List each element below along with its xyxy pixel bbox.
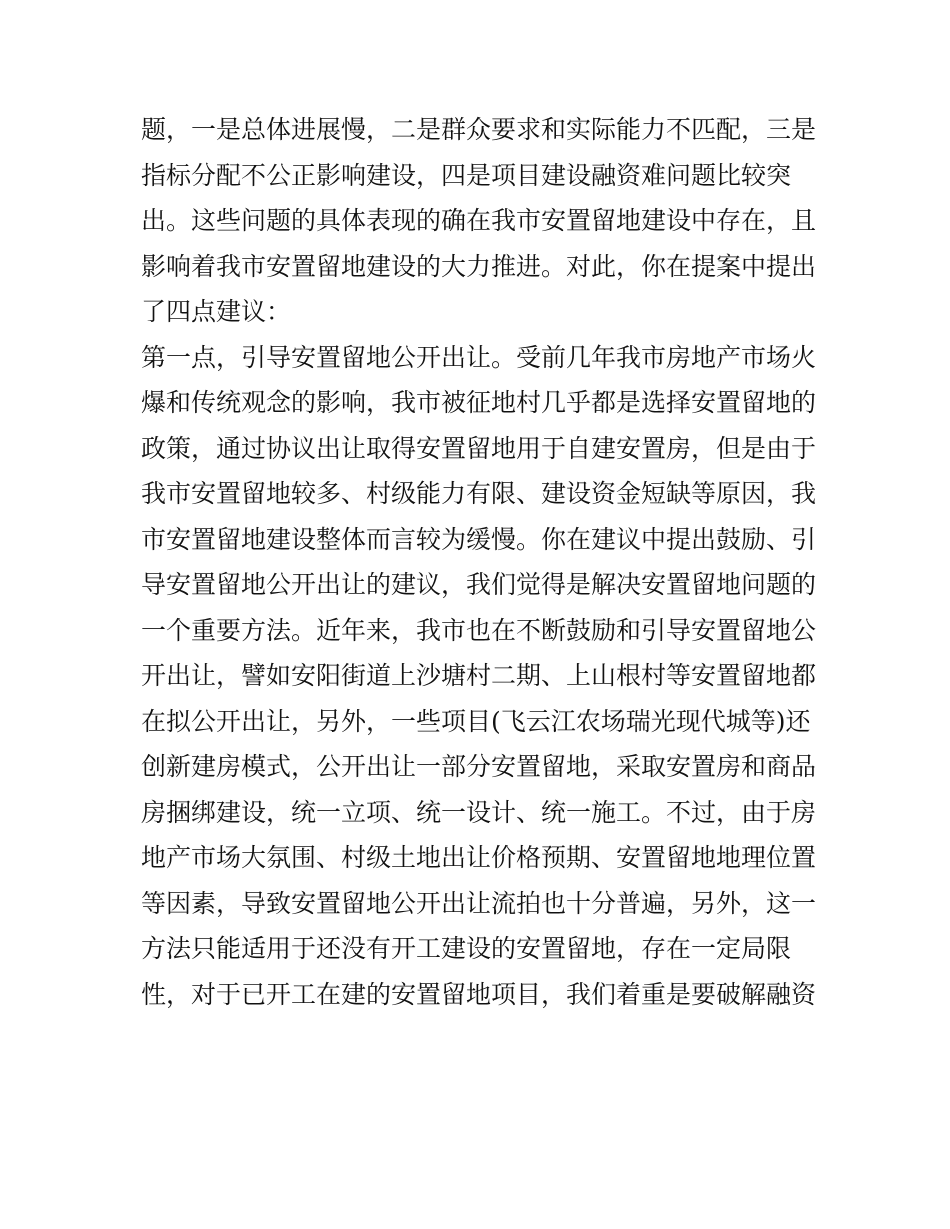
text-line: 爆和传统观念的影响，我市被征地村几乎都是选择安置留地的 — [141, 388, 817, 417]
text-line: 等因素，导致安置留地公开出让流拍也十分普遍，另外，这一 — [141, 888, 817, 918]
text-line: 第一点，引导安置留地公开出让。受前几年我市房地产市场火 — [141, 342, 817, 372]
text-line: 方法只能适用于还没有开工建设的安置留地，存在一定局限 — [141, 934, 792, 963]
text-line: 性，对于已开工在建的安置留地项目，我们着重是要破解融资 — [141, 979, 817, 1009]
text-line: 了四点建议： — [141, 297, 292, 326]
text-line: 房捆绑建设，统一立项、统一设计、统一施工。不过，由于房 — [141, 797, 817, 827]
text-line: 出。这些问题的具体表现的确在我市安置留地建设中存在，且 — [141, 206, 817, 235]
text-line: 影响着我市安置留地建设的大力推进。对此，你在提案中提出 — [141, 251, 817, 281]
text-line: 市安置留地建设整体而言较为缓慢。你在建议中提出鼓励、引 — [141, 524, 817, 554]
text-line: 地产市场大氛围、村级土地出让价格预期、安置留地地理位置 — [141, 843, 817, 872]
text-line: 导安置留地公开出让的建议，我们觉得是解决安置留地问题的 — [141, 570, 817, 599]
text-line: 一个重要方法。近年来，我市也在不断鼓励和引导安置留地公 — [141, 615, 817, 645]
text-line: 政策，通过协议出让取得安置留地用于自建安置房，但是由于 — [141, 433, 817, 463]
text-line: 创新建房模式，公开出让一部分安置留地，采取安置房和商品 — [141, 752, 817, 781]
text-line: 题，一是总体进展慢，二是群众要求和实际能力不匹配，三是 — [141, 115, 817, 144]
text-line: 开出让，譬如安阳街道上沙塘村二期、上山根村等安置留地都 — [141, 661, 817, 690]
text-line: 我市安置留地较多、村级能力有限、建设资金短缺等原因，我 — [141, 479, 817, 508]
text-line: 指标分配不公正影响建设，四是项目建设融资难问题比较突 — [141, 160, 792, 190]
text-line: 在拟公开出让，另外，一些项目(飞云江农场瑞光现代城等)还 — [141, 706, 811, 736]
body-text — [141, 107, 821, 1017]
